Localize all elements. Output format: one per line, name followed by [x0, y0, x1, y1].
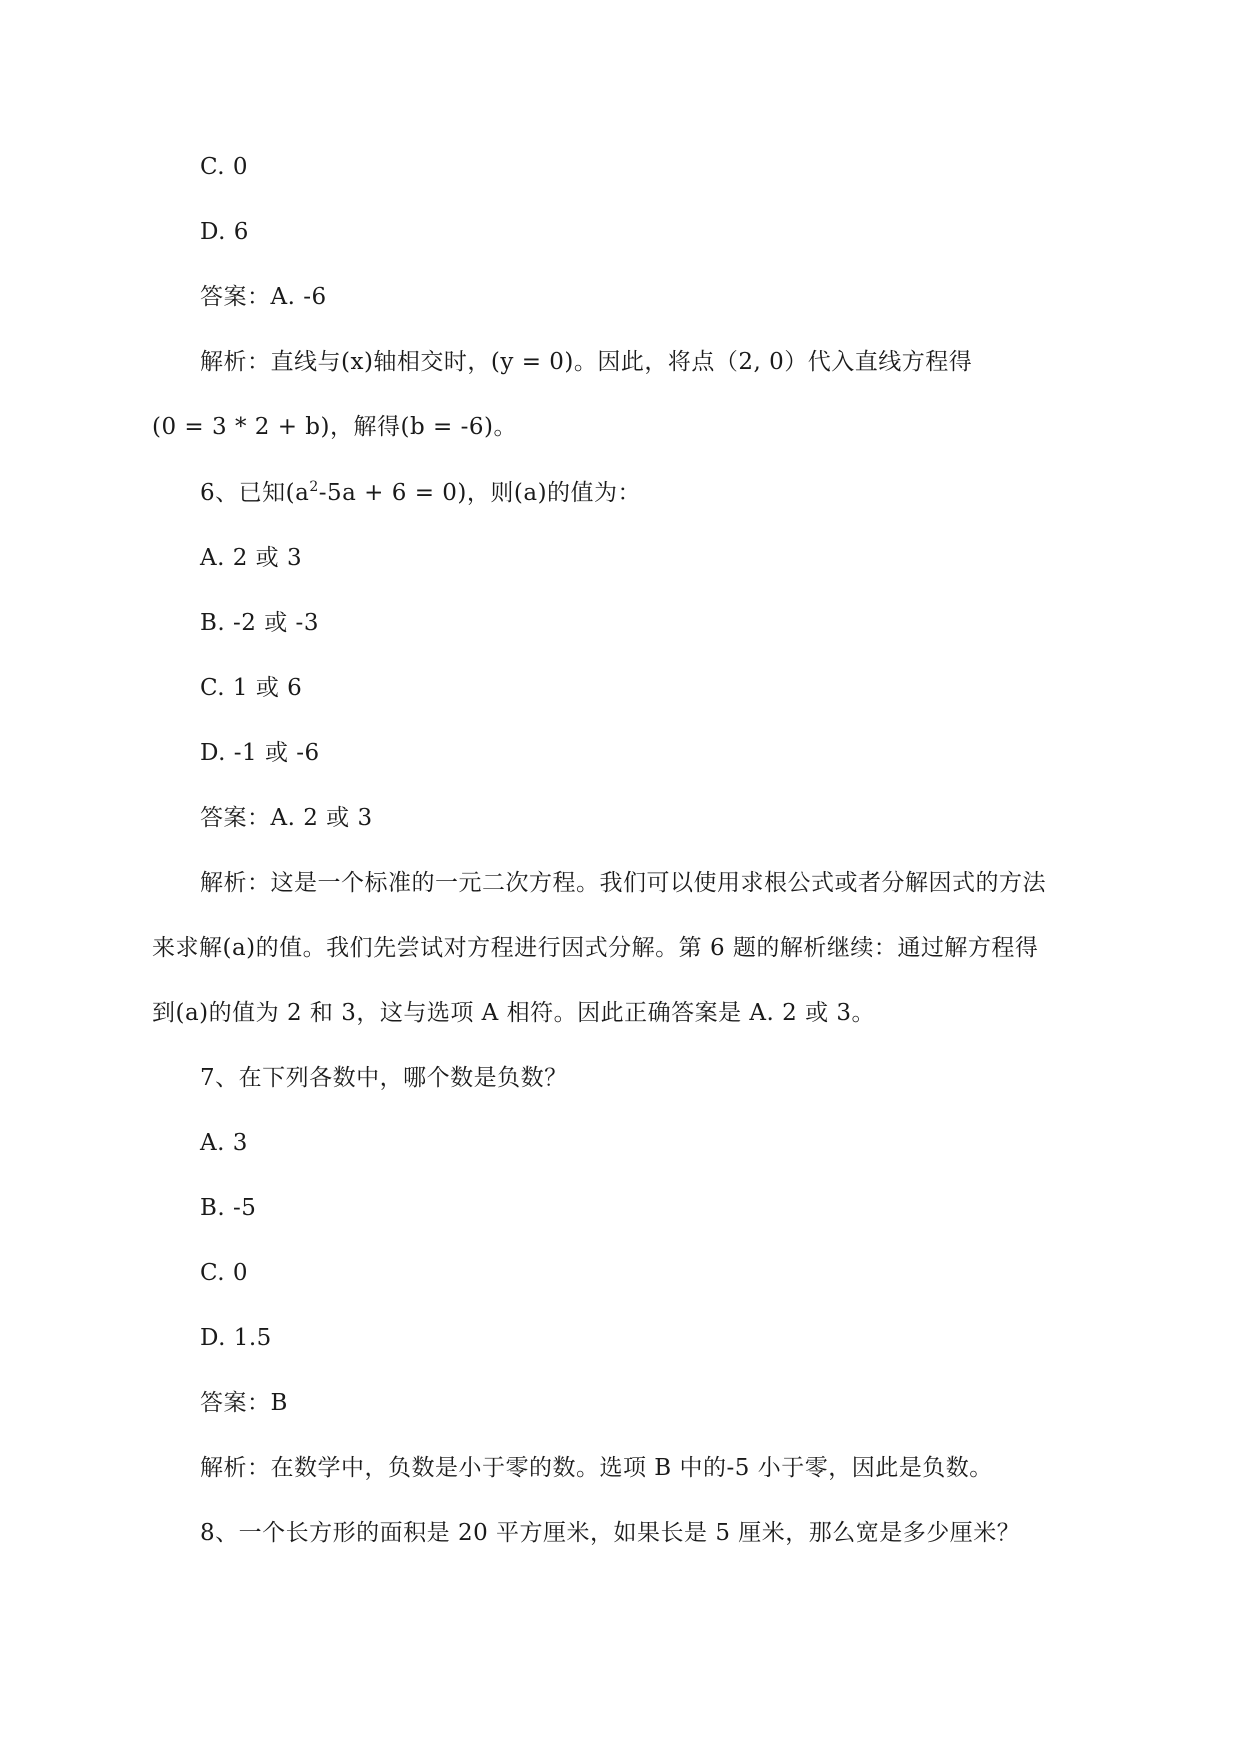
answer: 答案：A. -6	[200, 284, 327, 310]
option-b: B. -5	[200, 1195, 257, 1221]
question-6	[200, 478, 641, 508]
answer: 答案：B	[200, 1390, 288, 1416]
explanation-line-1: 解析：直线与(x)轴相交时，(y = 0)。因此，将点（2, 0）代入直线方程得	[200, 349, 973, 375]
option-b: B. -2 或 -3	[200, 610, 319, 636]
option-d: D. 1.5	[200, 1325, 272, 1351]
answer: 答案：A. 2 或 3	[200, 805, 373, 831]
exponent: 2	[309, 479, 319, 495]
explanation-line-2: (0 = 3 * 2 + b)，解得(b = -6)。	[152, 414, 517, 440]
option-c: C. 1 或 6	[200, 675, 303, 701]
option-c: C. 0	[200, 1260, 249, 1286]
option-a: A. 2 或 3	[200, 545, 303, 571]
option-d: D. -1 或 -6	[200, 740, 320, 766]
question-6-part-2: -5a + 6 = 0)，则(a)的值为：	[318, 480, 642, 506]
explanation: 解析：在数学中，负数是小于零的数。选项 B 中的-5 小于零，因此是负数。	[200, 1455, 993, 1481]
question-7: 7、在下列各数中，哪个数是负数？	[200, 1065, 568, 1091]
option-c: C. 0	[200, 154, 249, 180]
explanation-line-3: 到(a)的值为 2 和 3，这与选项 A 相符。因此正确答案是 A. 2 或 3。	[152, 1000, 876, 1026]
question-6-part-1: 6、已知(a	[200, 480, 310, 506]
option-a: A. 3	[200, 1130, 248, 1156]
explanation-line-1: 解析：这是一个标准的一元二次方程。我们可以使用求根公式或者分解因式的方法	[200, 870, 1046, 896]
option-d: D. 6	[200, 219, 249, 245]
question-8: 8、一个长方形的面积是 20 平方厘米，如果长是 5 厘米，那么宽是多少厘米？	[200, 1520, 1021, 1546]
explanation-line-2: 来求解(a)的值。我们先尝试对方程进行因式分解。第 6 题的解析继续：通过解方程得	[152, 935, 1039, 961]
